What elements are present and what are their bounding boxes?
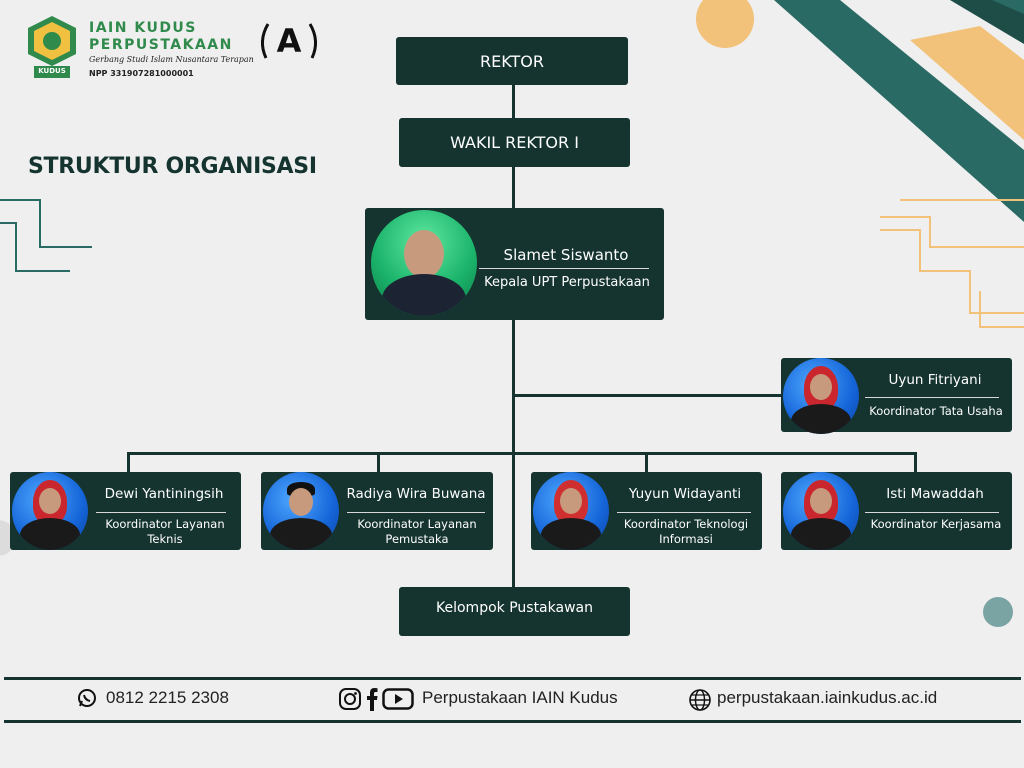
coordinator-name: Isti Mawaddah (886, 486, 984, 502)
facebook-icon[interactable] (365, 687, 379, 711)
coordinator-role: Koordinator Layanan Teknis (105, 517, 225, 546)
coordinator-photo (12, 472, 88, 550)
tata-usaha-box (781, 358, 1012, 432)
footer-website[interactable]: perpustakaan.iainkudus.ac.id (717, 688, 938, 707)
decor-left-zigzag (0, 195, 100, 277)
tata-usaha-name: Uyun Fitriyani (888, 372, 982, 388)
decor-teal-dot (983, 597, 1013, 627)
coordinator-card (781, 472, 1012, 550)
youtube-icon[interactable] (382, 688, 414, 710)
kepala-box (365, 208, 664, 320)
kepala-role: Kepala UPT Perpustakaan (484, 275, 650, 290)
coordinator-card (10, 472, 241, 550)
coordinator-name: Yuyun Widayanti (628, 486, 742, 502)
accreditation-letter: A (276, 22, 302, 60)
connector-drop-2 (377, 452, 380, 474)
instagram-icon[interactable] (338, 687, 362, 711)
iain-logo (24, 14, 80, 80)
coordinator-divider (347, 512, 485, 513)
coordinator-card (261, 472, 493, 550)
footer-bottom-rule (4, 720, 1021, 723)
coordinator-divider (865, 512, 999, 513)
connector-drop-4 (914, 452, 917, 474)
kepala-photo (371, 210, 477, 316)
tagline: Gerbang Studi Islam Nusantara Terapan (89, 55, 254, 64)
footer-top-rule (4, 677, 1021, 680)
tata-usaha-role: Koordinator Tata Usaha (869, 404, 1003, 418)
coordinator-divider (617, 512, 751, 513)
rektor-box (396, 37, 628, 85)
coordinator-divider (96, 512, 226, 513)
coordinator-photo (263, 472, 339, 550)
coordinator-photo (533, 472, 609, 550)
rektor-label: REKTOR (480, 51, 544, 71)
coordinator-photo (783, 472, 859, 550)
wakil-rektor-box (399, 118, 630, 167)
npp-number: NPP 331907281000001 (89, 69, 194, 78)
whatsapp-icon (77, 688, 97, 708)
connector-drop-1 (127, 452, 130, 474)
connector-tata-usaha (512, 394, 782, 397)
kelompok-pustakawan-label: Kelompok Pustakawan (436, 599, 593, 616)
page-title: STRUKTUR ORGANISASI (28, 154, 317, 179)
unit-name: PERPUSTAKAAN (89, 37, 233, 53)
logo-sub-text: KUDUS (38, 67, 66, 75)
kelompok-pustakawan-box (399, 587, 630, 636)
institution-name: IAIN KUDUS (89, 20, 197, 36)
kepala-divider (479, 268, 649, 269)
tata-usaha-photo (783, 358, 859, 434)
footer-social[interactable]: Perpustakaan IAIN Kudus (422, 688, 618, 707)
connector-drop-3 (645, 452, 648, 474)
accreditation-badge (256, 16, 322, 66)
coordinator-card (531, 472, 762, 550)
footer-phone[interactable]: 0812 2215 2308 (106, 688, 229, 707)
coordinator-role: Koordinator Kerjasama (870, 517, 1002, 531)
coordinator-role: Koordinator Teknologi Informasi (623, 517, 749, 546)
decor-yellow-circle (696, 0, 754, 48)
tata-usaha-divider (865, 397, 999, 398)
kepala-name: Slamet Siswanto (503, 246, 629, 264)
coordinator-role: Koordinator Layanan Pemustaka (357, 517, 477, 546)
decor-right-zigzag (870, 195, 1024, 335)
globe-icon (688, 688, 712, 712)
connector-coordinators-horizontal (127, 452, 917, 455)
coordinator-name: Radiya Wira Buwana (346, 486, 486, 502)
wakil-rektor-label: WAKIL REKTOR I (450, 133, 579, 152)
coordinator-name: Dewi Yantiningsih (104, 486, 224, 502)
